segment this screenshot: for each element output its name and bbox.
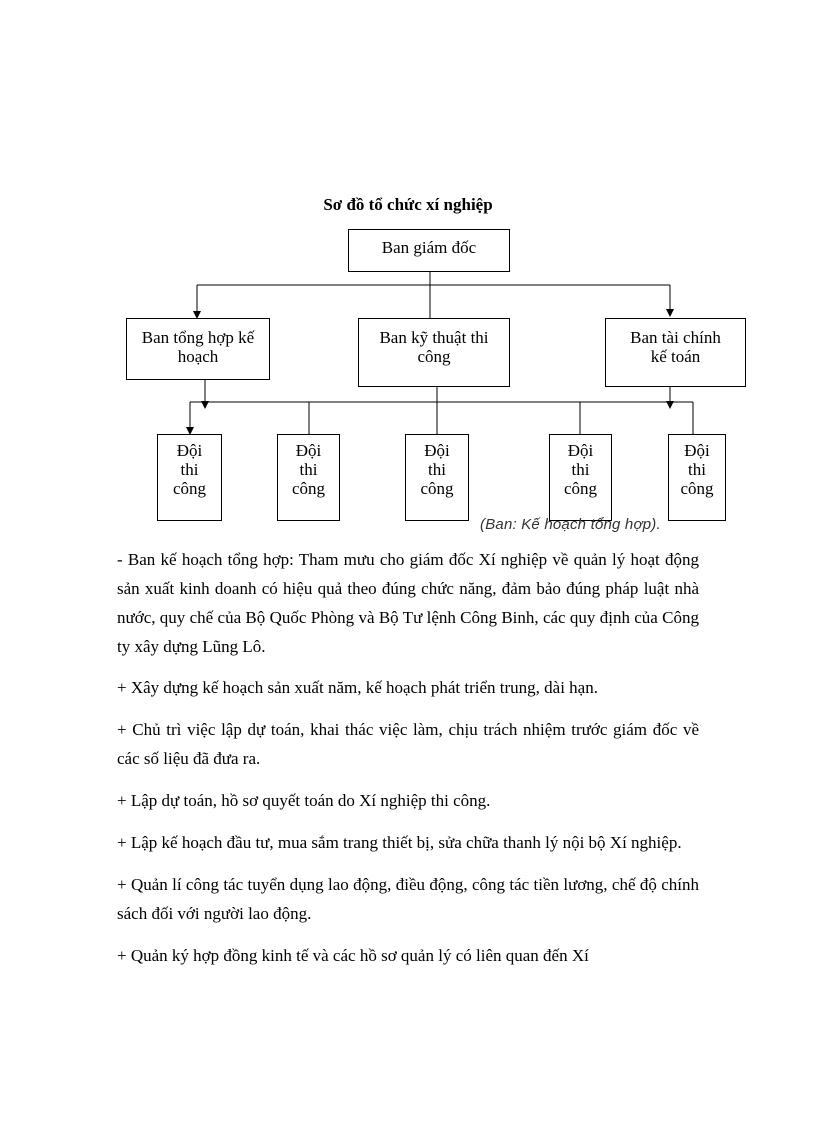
team-box: [157, 434, 222, 521]
paragraph: + Lập dự toán, hồ sơ quyết toán do Xí nghiệp thi công.: [117, 791, 491, 810]
paragraph: + Chủ trì việc lập dự toán, khai thác việc làm, chịu trách nhiệm trước giám đốc về các số liệu đã đưa ra.: [117, 720, 699, 768]
team-label-line2: thi: [180, 460, 199, 479]
team-label-line3: công: [563, 479, 598, 498]
root-box: [348, 229, 510, 272]
org-chart: [0, 0, 816, 540]
department-box: [358, 318, 510, 387]
team-label-line1: Đội: [295, 441, 322, 460]
department-box: [126, 318, 270, 380]
department-label-line1: Ban tài chính: [630, 328, 721, 347]
team-label-line3: công: [680, 479, 714, 498]
paragraph: + Xây dựng kế hoạch sản xuất năm, kế hoạch phát triển trung, dài hạn.: [117, 678, 598, 697]
paragraph: + Quản lí công tác tuyển dụng lao động, điều động, công tác tiền lương, chế độ chính sách đối với người lao động.: [117, 875, 699, 923]
team-label-line2: thi: [571, 460, 590, 479]
team-label-line2: thi: [428, 460, 446, 479]
team-label-line1: Đội: [176, 441, 203, 460]
team-label-line3: công: [420, 479, 454, 498]
department-label-line2: hoạch: [177, 347, 219, 366]
root-label: Ban giám đốc: [381, 238, 477, 257]
paragraph: + Lập kế hoạch đầu tư, mua sắm trang thiết bị, sửa chữa thanh lý nội bộ Xí nghiệp.: [117, 833, 682, 852]
team-label-line1: Đội: [424, 441, 450, 460]
team-label-line3: công: [172, 479, 207, 498]
body-text: [117, 545, 699, 983]
page-title: Sơ đồ tổ chức xí nghiệp: [323, 195, 493, 214]
team-box: [668, 434, 726, 521]
team-box: [549, 434, 612, 521]
team-box: [277, 434, 340, 521]
paragraph: - Ban kế hoạch tổng hợp: Tham mưu cho giám đốc Xí nghiệp về quản lý hoạt động sản xuất kinh doanh có hiệu quả theo đúng chức năng, đảm bảo đúng pháp luật nhà nước, quy chế của Bộ Quốc Phòng và Bộ Tư lệnh Công Binh, các quy định của Công ty xây dựng Lũng Lô.: [117, 550, 699, 656]
team-box: [405, 434, 469, 521]
department-label-line1: Ban tổng hợp kế: [141, 328, 255, 347]
chart-caption: (Ban: Kế hoạch tổng hợp).: [480, 516, 661, 533]
department-box: [605, 318, 746, 387]
team-label-line3: công: [291, 479, 326, 498]
paragraph: + Quản ký hợp đồng kinh tế và các hồ sơ quản lý có liên quan đến Xí: [117, 946, 589, 965]
team-label-line2: thi: [688, 460, 706, 479]
department-label-line2: kế toán: [650, 347, 701, 366]
team-label-line2: thi: [299, 460, 318, 479]
team-label-line1: Đội: [567, 441, 594, 460]
team-label-line1: Đội: [684, 441, 710, 460]
department-label-line1: Ban kỹ thuật thi: [379, 328, 489, 347]
department-label-line2: công: [417, 347, 451, 366]
